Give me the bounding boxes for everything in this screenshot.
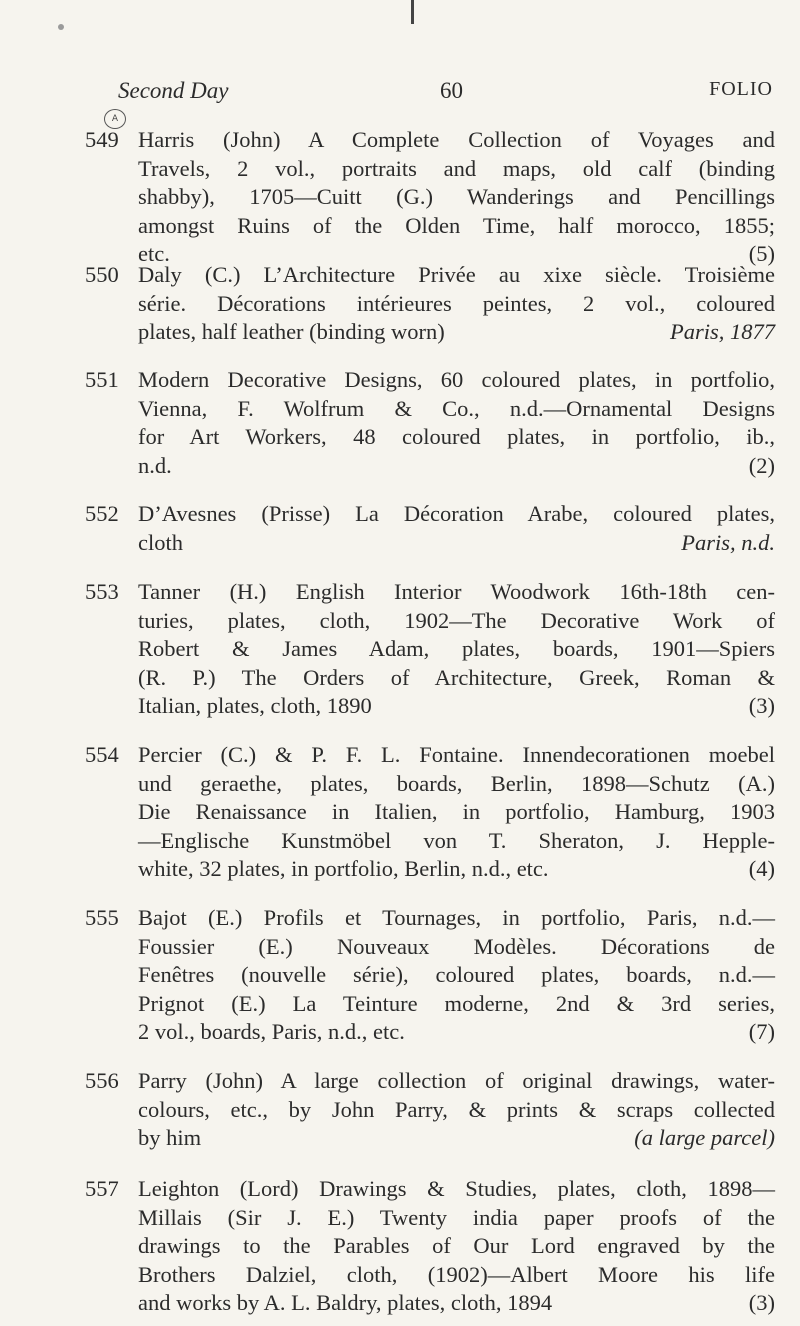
lot-quantity-note: (4) [748,856,775,881]
description-line: —Englische Kunstmöbel von T. Sheraton, J. Hepple- [138,827,775,853]
description-line: Bajot (E.) Profils et Tournages, in portfolio, Paris, n.d.— [138,905,775,930]
lot-number: 556 [85,1068,119,1093]
lot-quantity-note: (2) [748,452,775,478]
lot-description [138,1175,775,1318]
lot-quantity-note: (3) [748,693,775,718]
lot-number: 554 [85,742,119,767]
lot-number: 551 [85,367,119,392]
lot-number: 550 [85,262,119,287]
description-line: Harris (John) A Complete Collection of Voyages and [138,127,775,152]
description-line: Tanner (H.) English Interior Woodwork 16th-18th cen- [138,579,775,604]
description-line: amongst Ruins of the Olden Time, half morocco, 1855; [138,212,775,238]
description-line: Die Renaissance in Italien, in portfolio, Hamburg, 1903 [138,799,775,824]
description-line: Leighton (Lord) Drawings & Studies, plates, cloth, 1898— [138,1176,775,1201]
page-speck [58,24,64,30]
sale-day: Second Day [118,78,229,103]
page-header [118,78,773,114]
lot-quantity-note: (7) [748,1019,775,1044]
description-line: drawings to the Parables of Our Lord engraved by the [138,1233,775,1258]
lot-quantity-note: (3) [748,1290,775,1315]
lot-quantity-note: Paris, 1877 [669,319,775,344]
description-line: Parry (John) A large collection of original drawings, water- [138,1068,775,1093]
description-line: Travels, 2 vol., portraits and maps, old calf (binding [138,155,775,181]
description-line: cloth [138,529,183,555]
description-line: Robert & James Adam, plates, boards, 1901—Spiers [138,636,775,661]
lot-number: 552 [85,501,119,526]
description-line: und geraethe, plates, boards, Berlin, 1898—Schutz (A.) [138,770,775,796]
lot-number: 553 [85,579,119,604]
description-line: Prignot (E.) La Teinture moderne, 2nd & 3rd series, [138,990,775,1016]
description-line: Modern Decorative Designs, 60 coloured plates, in portfolio, [138,367,775,392]
description-line: for Art Workers, 48 coloured plates, in portfolio, ib., [138,424,775,449]
description-line: Percier (C.) & P. F. L. Fontaine. Innendecorationen moebel [138,742,775,767]
lot-description [138,261,775,347]
description-line: Italian, plates, cloth, 1890 [138,693,372,718]
lot-description [138,126,775,269]
description-line: n.d. [138,452,172,478]
description-line: etc. [138,241,170,266]
circled-mark: A [104,109,126,129]
description-line: Millais (Sir J. E.) Twenty india paper proofs of the [138,1204,775,1230]
description-line: Fenêtres (nouvelle série), coloured plates, boards, n.d.— [138,962,775,987]
description-line: white, 32 plates, in portfolio, Berlin, n.d., etc. [138,856,549,881]
description-line: Brothers Dalziel, cloth, (1902)—Albert Moore his life [138,1261,775,1287]
format-label: FOLIO [709,78,773,100]
description-line: Foussier (E.) Nouveaux Modèles. Décorations de [138,933,775,959]
description-line: shabby), 1705—Cuitt (G.) Wanderings and Pencillings [138,184,775,209]
lot-description [138,500,775,557]
lot-quantity-note: Paris, n.d. [681,529,775,555]
description-line: and works by A. L. Baldry, plates, cloth, 1894 [138,1290,553,1315]
description-line: plates, half leather (binding worn) [138,319,445,344]
description-line: turies, plates, cloth, 1902—The Decorative Work of [138,607,775,633]
lot-quantity-note: (5) [748,241,775,266]
page-mark [411,0,414,24]
lot-quantity-note: (a large parcel) [634,1125,775,1150]
description-line: colours, etc., by John Parry, & prints & scraps collected [138,1096,775,1122]
description-line: D’Avesnes (Prisse) La Décoration Arabe, coloured plates, [138,501,775,526]
lot-description [138,904,775,1047]
lot-number: 549 [85,127,119,152]
lot-number: 557 [85,1176,119,1201]
lot-description [138,366,775,480]
lot-description [138,1067,775,1153]
description-line: série. Décorations intérieures peintes, 2 vol., coloured [138,290,775,316]
description-line: by him [138,1125,202,1150]
description-line: (R. P.) The Orders of Architecture, Greek, Roman & [138,664,775,690]
lot-description [138,741,775,884]
description-line: Vienna, F. Wolfrum & Co., n.d.—Ornamental Designs [138,395,775,421]
description-line: Daly (C.) L’Architecture Privée au xixe siècle. Troisième [138,262,775,287]
lot-number: 555 [85,905,119,930]
page-number: 60 [440,78,463,103]
description-line: 2 vol., boards, Paris, n.d., etc. [138,1019,405,1044]
lot-description [138,578,775,721]
